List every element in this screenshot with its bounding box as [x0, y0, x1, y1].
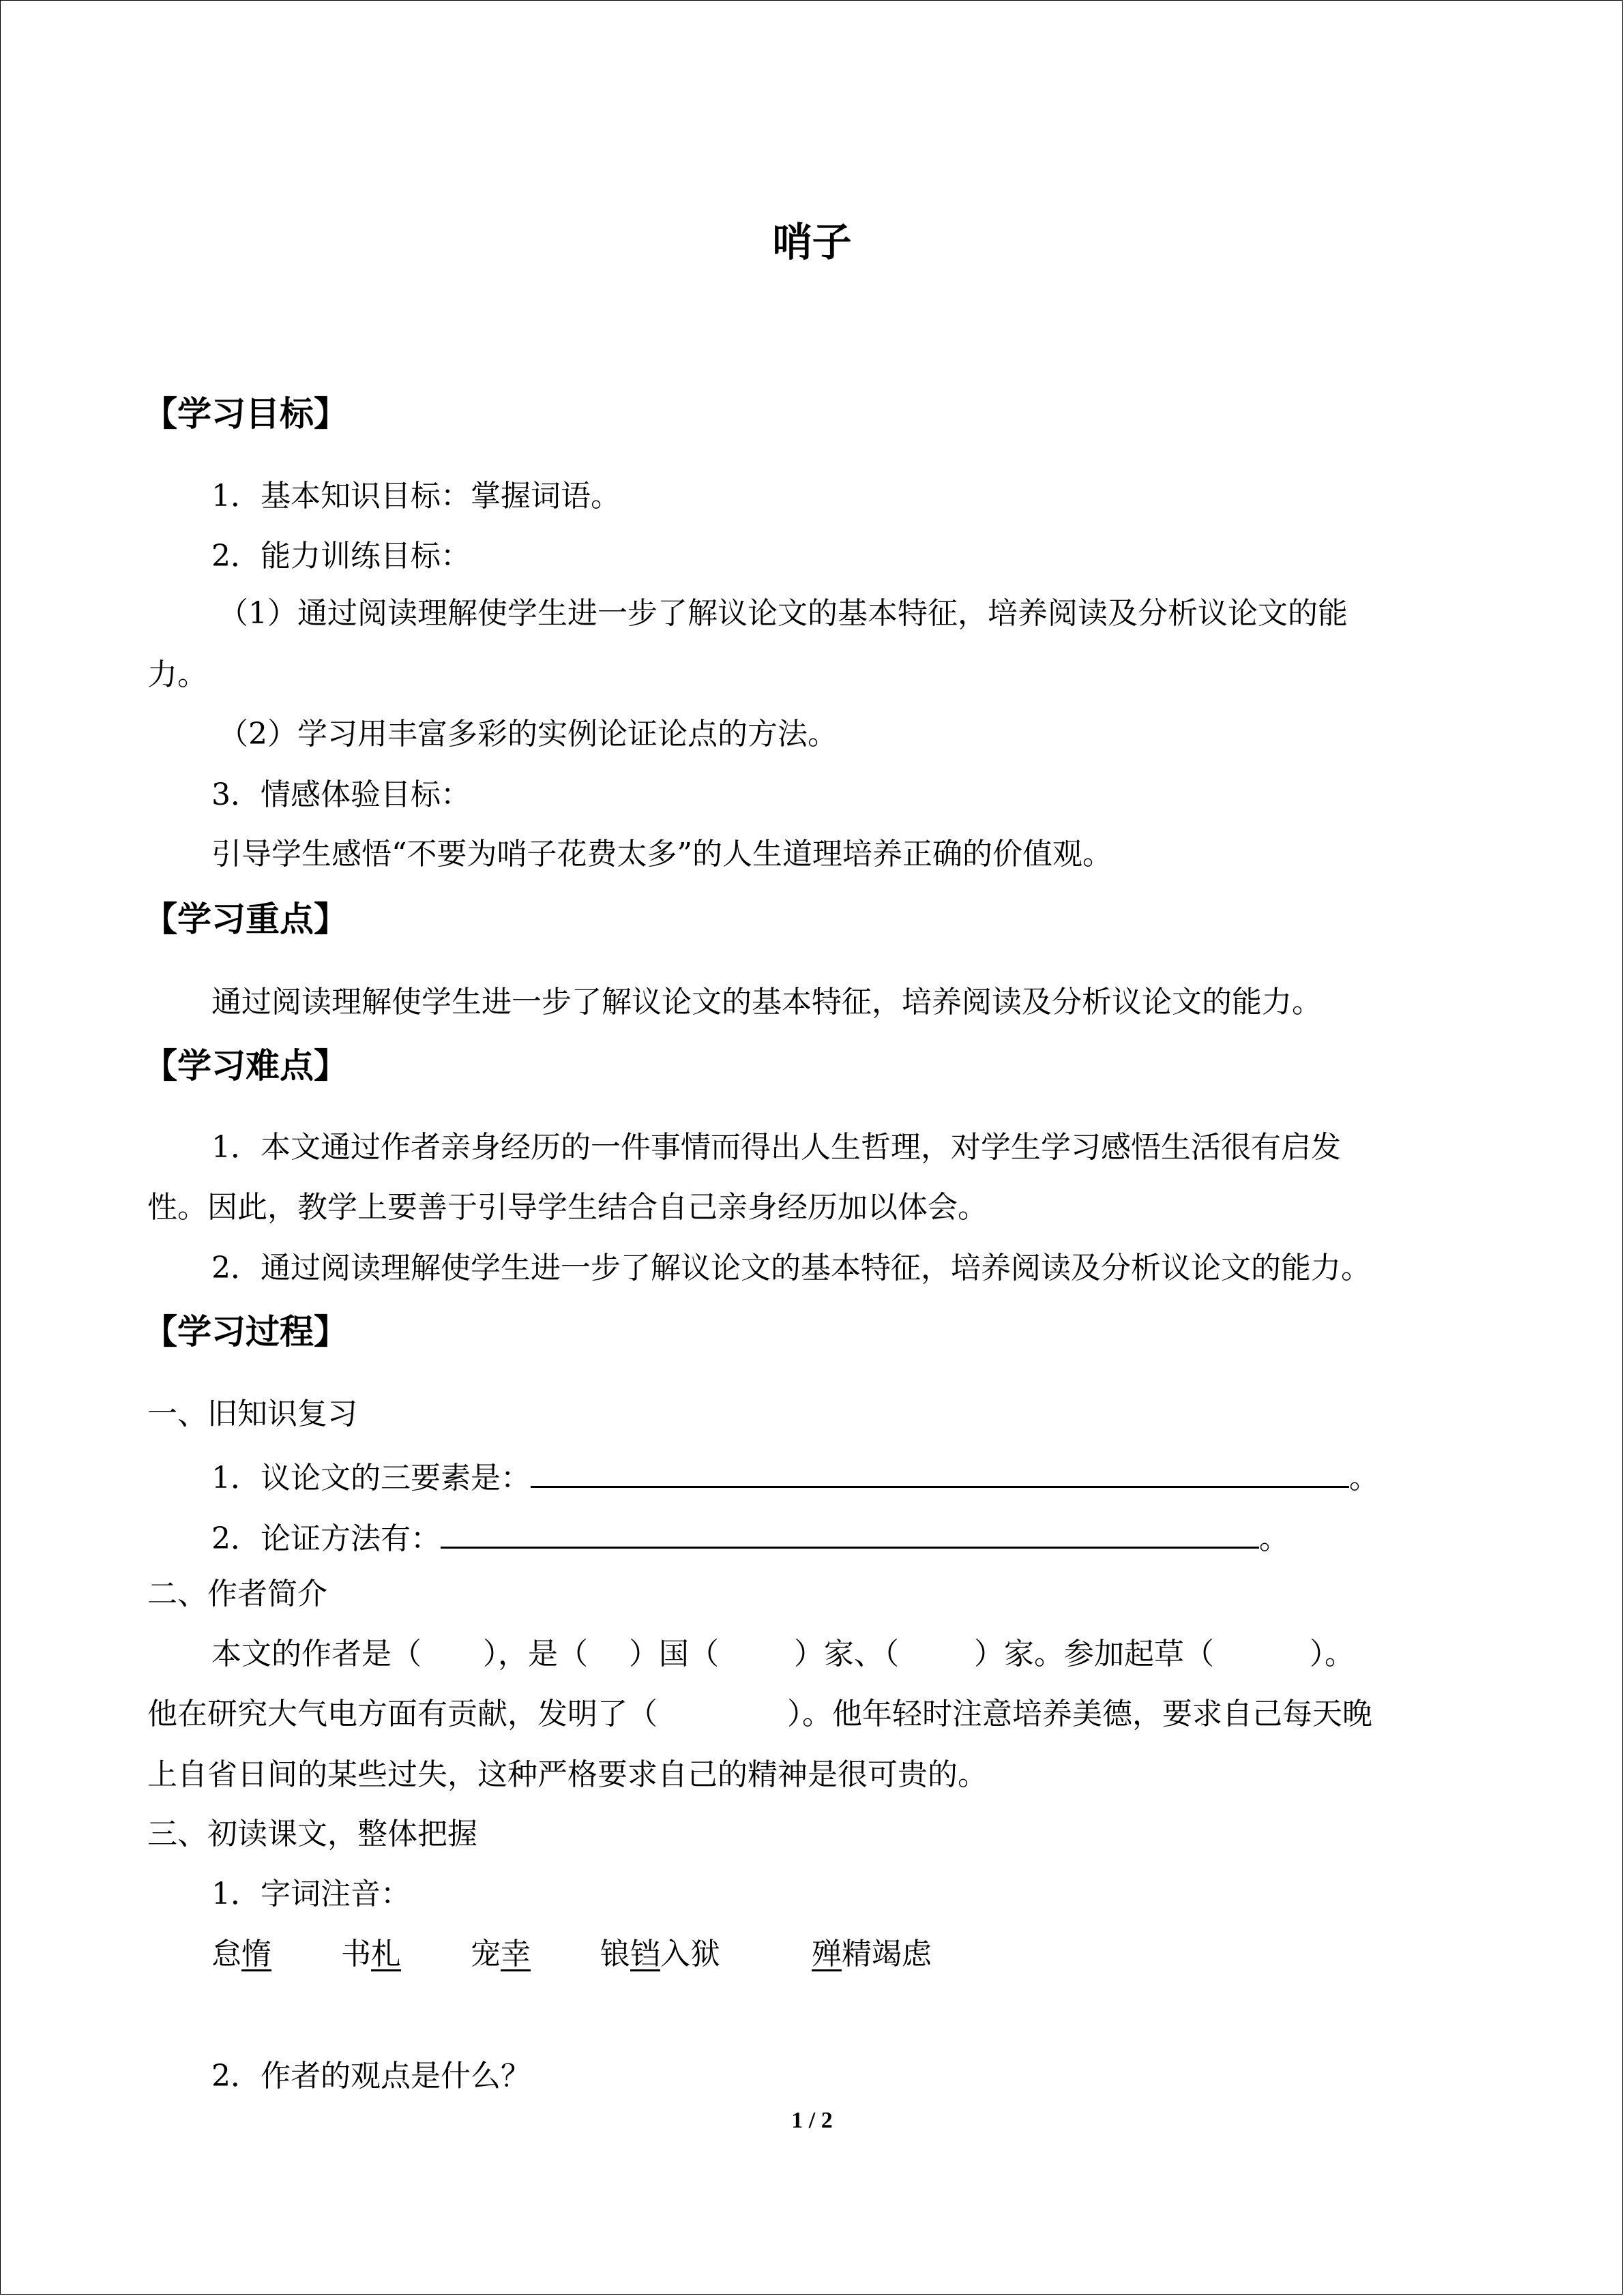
document-title: 哨子 — [772, 219, 852, 265]
goal-item-1: 1．基本知识目标：掌握词语。 — [211, 479, 621, 513]
author-intro-line2 — [147, 1694, 1484, 1735]
word-item: 宠幸 — [471, 1937, 531, 1971]
difficulty-item-1-line2: 性。因此，教学上要善于引导学生结合自己亲身经历加以体会。 — [147, 1190, 988, 1225]
author-text-e: ）家。参加起草（ — [974, 1637, 1214, 1671]
pinyin-word-list — [211, 1934, 1548, 1975]
author-text-a: 本文的作者是（ — [211, 1637, 422, 1671]
heading-difficulty: 【学习难点】 — [143, 1046, 348, 1086]
q1-label: 1．议论文的三要素是： — [211, 1461, 531, 1495]
goal-item-2: 2．能力训练目标： — [211, 539, 471, 573]
heading-focus: 【学习重点】 — [143, 899, 348, 939]
page-number: 1 / 2 — [791, 2108, 833, 2133]
goal-item-3: 3．情感体验目标： — [211, 777, 471, 812]
author-text-h: ）。他年轻时注意培养美德，要求自己每天晚 — [787, 1697, 1372, 1731]
word-item: 殚精竭虑 — [812, 1937, 932, 1971]
author-text-c: ）国（ — [629, 1637, 719, 1671]
q2-label: 2．论证方法有： — [211, 1521, 441, 1556]
goal-item-2a-line2: 力。 — [147, 657, 207, 692]
goal-item-3-text: 引导学生感悟“不要为哨子花费太多”的人生道理培养正确的价值观。 — [211, 837, 1112, 871]
author-text-b: ），是（ — [483, 1637, 588, 1671]
focus-text: 通过阅读理解使学生进一步了解议论文的基本特征，培养阅读及分析议论文的能力。 — [211, 985, 1322, 1019]
heading-goals: 【学习目标】 — [143, 394, 348, 434]
author-intro-line3: 上自省日间的某些过失，这种严格要求自己的精神是很可贵的。 — [147, 1757, 988, 1792]
q1-end: 。 — [1349, 1461, 1379, 1495]
goal-item-2a-line1: （1）通过阅读理解使学生进一步了解议论文的基本特征，培养阅读及分析议论文的能 — [218, 596, 1348, 631]
part2-title: 二、作者简介 — [147, 1577, 327, 1611]
word-item: 锒铛入狱 — [600, 1937, 720, 1971]
part1-question-2 — [211, 1515, 1548, 1560]
q2-end: 。 — [1259, 1521, 1289, 1556]
word-item: 怠惰 — [211, 1937, 271, 1971]
part3-title: 三、初读课文，整体把握 — [147, 1817, 477, 1851]
part1-title: 一、旧知识复习 — [147, 1397, 357, 1431]
q1-answer-blank[interactable] — [531, 1455, 1349, 1488]
author-intro-line1 — [211, 1634, 1548, 1675]
part1-question-1 — [211, 1455, 1548, 1499]
author-text-d: ）家、（ — [794, 1637, 899, 1671]
author-text-f: ）。 — [1310, 1637, 1355, 1671]
author-text-g: 他在研究大气电方面有贡献，发明了（ — [147, 1697, 658, 1731]
q2-answer-blank[interactable] — [441, 1515, 1259, 1549]
goal-item-2b: （2）学习用丰富多彩的实例论证论点的方法。 — [218, 717, 838, 751]
heading-process: 【学习过程】 — [143, 1312, 348, 1352]
difficulty-item-1-line1: 1．本文通过作者亲身经历的一件事情而得出人生哲理，对学生学习感悟生活很有启发 — [211, 1130, 1341, 1165]
difficulty-item-2: 2．通过阅读理解使学生进一步了解议论文的基本特征，培养阅读及分析议论文的能力。 — [211, 1251, 1371, 1285]
part3-question-1: 1．字词注音： — [211, 1877, 411, 1911]
part3-question-2: 2．作者的观点是什么？ — [211, 2059, 531, 2093]
word-item: 书札 — [341, 1937, 401, 1971]
